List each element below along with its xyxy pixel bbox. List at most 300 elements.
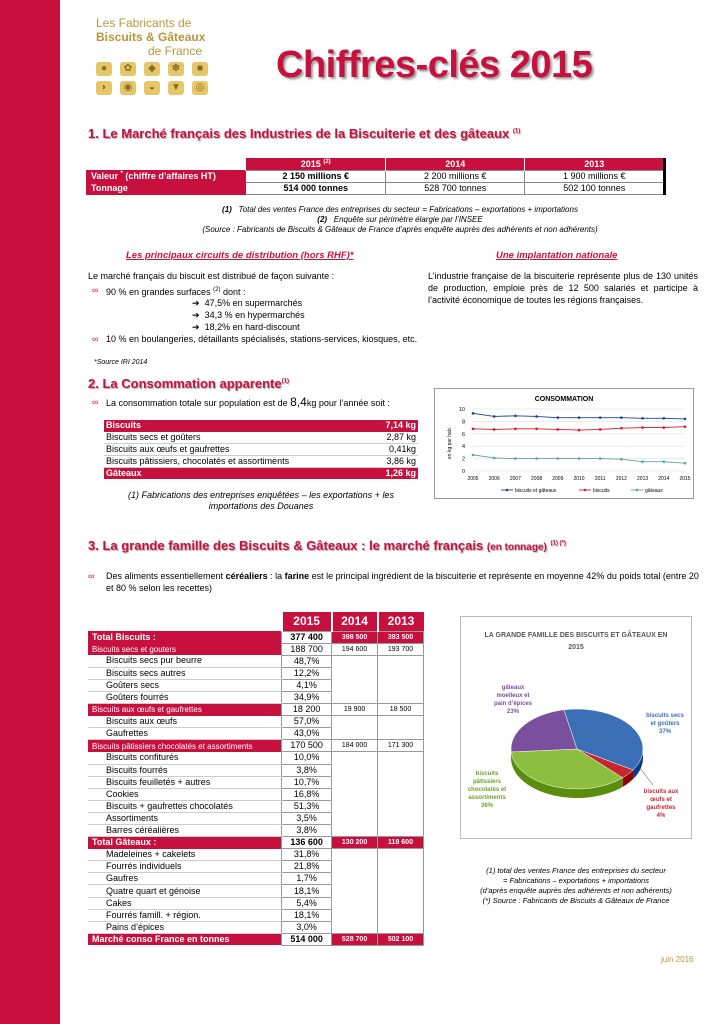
y-tick-label: 6 <box>461 431 465 438</box>
family-row-value: 188 700 <box>282 643 332 655</box>
family-row-value: 398 500 <box>332 631 378 643</box>
family-table-row <box>88 764 424 776</box>
family-row-value: 48,7% <box>282 655 332 667</box>
family-empty-cell <box>332 752 378 764</box>
implantation-text: L’industrie française de la biscuiterie représente plus de 130 unités de production, emploie près de 12 500 salariés et participe à l’activité économique de toutes les régions françaises. <box>428 271 698 305</box>
data-point <box>535 415 538 418</box>
pie-label: gâteaux <box>501 685 525 691</box>
consumption-row <box>104 455 418 467</box>
family-row-label: Fourrés individuels <box>88 861 282 873</box>
data-point <box>620 427 623 430</box>
family-empty-cell <box>378 655 424 667</box>
market-table-corner <box>87 158 246 170</box>
family-empty-cell <box>332 812 378 824</box>
pie-label: biscuits secs <box>646 713 684 719</box>
family-note: (*) Source : Fabricants de Biscuits & Gâteaux de France <box>482 896 670 905</box>
family-empty-cell <box>378 873 424 885</box>
pie-label: pain d’épices <box>493 701 533 707</box>
family-table-row <box>88 812 424 824</box>
data-point <box>684 462 687 465</box>
section-3-number: 3. <box>88 538 99 553</box>
x-tick-label: 2011 <box>594 476 606 482</box>
family-empty-cell <box>332 788 378 800</box>
family-row-label: Marché conso France en tonnes <box>88 933 282 945</box>
y-tick-label: 8 <box>461 419 465 426</box>
family-row-label: Biscuits + gaufrettes chocolatés <box>88 800 282 812</box>
family-table-row <box>88 667 424 679</box>
family-row-label: Gaufres <box>88 873 282 885</box>
family-empty-cell <box>332 861 378 873</box>
data-point <box>578 457 581 460</box>
family-note: = Fabrications – exportations + importations <box>503 876 649 885</box>
family-empty-cell <box>378 909 424 921</box>
family-empty-cell <box>332 849 378 861</box>
circuits-intro: Le marché français du biscuit est distribué de façon suivante : <box>88 271 335 281</box>
circuits-b1-text: 90 % en grandes surfaces <box>106 287 211 297</box>
y-tick-label: 10 <box>458 407 465 413</box>
market-cell: 2 200 millions € <box>385 170 525 182</box>
market-cell: 502 100 tonnes <box>525 182 665 194</box>
x-tick-label: 2013 <box>637 476 649 482</box>
logo-line-2: Biscuits & Gâteaux <box>96 30 206 44</box>
family-table-row <box>88 728 424 740</box>
data-point <box>472 428 475 431</box>
cereal-bullet <box>88 570 702 594</box>
y-tick-label: 0 <box>461 469 465 475</box>
family-row-value: 1,7% <box>282 873 332 885</box>
market-row-value <box>87 170 665 182</box>
family-table-row <box>88 788 424 800</box>
consumption-row <box>104 443 418 455</box>
market-header-2015-label: 2015 <box>300 158 321 169</box>
family-row-label: Total Biscuits : <box>88 631 282 643</box>
family-row-label: Biscuits secs autres <box>88 667 282 679</box>
legend-label: biscuits <box>593 488 610 494</box>
market-cell: 514 000 tonnes <box>246 182 386 194</box>
data-point <box>535 457 538 460</box>
family-row-value: 31,8% <box>282 849 332 861</box>
pie-label: assortiments <box>468 795 506 801</box>
family-empty-cell <box>332 800 378 812</box>
family-empty-cell <box>378 788 424 800</box>
x-tick-label: 2005 <box>467 476 479 482</box>
square-biscuit-icon: ■ <box>192 62 208 76</box>
section-3-small: (en tonnage) <box>486 542 547 553</box>
round-biscuit-icon: ◉ <box>120 81 136 95</box>
consumption-bullet <box>92 395 390 409</box>
consumption-val: 1,26 kg <box>369 467 418 479</box>
sidebar-band <box>0 0 60 1024</box>
family-table-row <box>88 837 424 849</box>
family-row-value: 10,7% <box>282 776 332 788</box>
family-empty-cell <box>378 800 424 812</box>
family-header-2014: 2014 <box>332 612 378 631</box>
family-row-value: 18 500 <box>378 704 424 716</box>
family-table-row <box>88 631 424 643</box>
pie-pct-label: 36% <box>480 803 494 809</box>
value-label: Valeur <box>91 171 119 181</box>
consumption-label: Biscuits <box>104 420 369 432</box>
note-3: (Source : Fabricants de Biscuits & Gâteaux de France d’après enquête auprès des adhérents et non adhérents) <box>202 225 598 234</box>
data-point <box>663 417 666 420</box>
family-row-value: 19 900 <box>332 704 378 716</box>
pie-label: gaufrettes <box>646 805 676 811</box>
family-empty-cell <box>378 921 424 933</box>
consumption-row <box>104 432 418 444</box>
market-header-sup: (2) <box>323 158 331 165</box>
footer-date: juin 2016 <box>661 955 694 964</box>
family-table-row <box>88 933 424 945</box>
family-row-label: Fourrés famill. + région. <box>88 909 282 921</box>
pie-label: moelleux et <box>496 693 530 699</box>
family-empty-cell <box>378 812 424 824</box>
circuits-b2-text: 10 % en boulangeries, détaillants spécialisés, stations-services, kiosques, etc. <box>106 334 418 344</box>
consumption-text-b: kg pour l’année soit : <box>306 398 390 408</box>
legend-label: biscuits et gâteaux <box>515 488 557 494</box>
data-point <box>663 426 666 429</box>
circuits-source: *Source IRI 2014 <box>94 359 148 366</box>
family-table-row <box>88 655 424 667</box>
consumption-label: Biscuits aux œufs et gaufrettes <box>104 443 369 455</box>
family-notes <box>460 866 692 906</box>
arrow-item <box>192 309 305 321</box>
family-row-value: 130 200 <box>332 837 378 849</box>
family-row-label: Assortiments <box>88 812 282 824</box>
consumption-note: (1) Fabrications des entreprises enquêtées – les exportations + les importations des Douanes <box>128 490 394 511</box>
data-point <box>514 428 517 431</box>
section-2-sup: (1) <box>281 378 289 385</box>
family-empty-cell <box>332 776 378 788</box>
family-row-label: Cookies <box>88 788 282 800</box>
family-row-label: Biscuits aux œufs <box>88 716 282 728</box>
family-empty-cell <box>332 691 378 703</box>
x-tick-label: 2008 <box>531 476 543 482</box>
x-tick-label: 2006 <box>488 476 500 482</box>
logo <box>96 16 226 95</box>
family-row-value: 3,0% <box>282 921 332 933</box>
pie-label: chocolatés et <box>467 787 507 793</box>
consumption-label: Gâteaux <box>104 467 369 479</box>
family-empty-cell <box>378 825 424 837</box>
family-table-row <box>88 861 424 873</box>
family-empty-cell <box>332 921 378 933</box>
roll-icon: ◎ <box>192 81 208 95</box>
value-label-rest: (chiffre d’affaires HT) <box>122 171 216 181</box>
family-row-label: Goûters secs <box>88 679 282 691</box>
family-row-value: 12,2% <box>282 667 332 679</box>
market-header-2013: 2013 <box>525 158 665 170</box>
consumption-table <box>104 420 418 479</box>
data-point <box>514 415 517 418</box>
pie-title-line-1: LA GRANDE FAMILLE DES BISCUITS ET GÂTEAUX EN <box>484 632 668 639</box>
cereal-text-c: : la <box>267 571 285 581</box>
data-point <box>493 457 496 460</box>
circuits-bullet-2 <box>92 333 418 345</box>
consumption-val: 7,14 kg <box>369 420 418 432</box>
consumption-row <box>104 467 418 479</box>
tart-icon: ◒ <box>144 81 160 95</box>
consumption-val: 3,86 kg <box>369 455 418 467</box>
market-row-tonnage <box>87 182 665 194</box>
family-row-value: 502 100 <box>378 933 424 945</box>
circuits-b1-end: dont : <box>220 287 246 297</box>
section-2-number: 2. <box>88 376 99 391</box>
family-table-row <box>88 776 424 788</box>
family-row-value: 34,9% <box>282 691 332 703</box>
section-3-title <box>88 538 566 553</box>
legend-marker <box>636 489 639 492</box>
family-row-value: 383 500 <box>378 631 424 643</box>
arrow-text: 47,5% en supermarchés <box>204 298 303 308</box>
family-empty-cell <box>378 752 424 764</box>
family-row-value: 194 600 <box>332 643 378 655</box>
data-point <box>620 416 623 419</box>
consumption-val: 2,87 kg <box>369 432 418 444</box>
family-pie-chart <box>460 616 692 839</box>
family-header-2015: 2015 <box>282 612 332 631</box>
family-row-value: 51,3% <box>282 800 332 812</box>
family-row-value: 528 700 <box>332 933 378 945</box>
logo-line-3: de France <box>148 44 203 58</box>
wafer-icon: ▼ <box>168 81 184 95</box>
family-row-label: Biscuits confiturés <box>88 752 282 764</box>
pie-label: et goûters <box>650 721 680 727</box>
consumption-chart-svg <box>435 389 693 498</box>
family-table-row <box>88 921 424 933</box>
section-2-title <box>88 376 289 391</box>
consumption-value: 8,4 <box>290 395 307 409</box>
market-cell: 528 700 tonnes <box>385 182 525 194</box>
family-table-corner <box>88 612 282 631</box>
family-row-label: Biscuits feuilletés + autres <box>88 776 282 788</box>
family-empty-cell <box>332 764 378 776</box>
family-row-value: 5,4% <box>282 897 332 909</box>
bullet-mark-icon: ∞ <box>92 285 99 295</box>
family-empty-cell <box>378 728 424 740</box>
consumption-text-a: La consommation totale sur population est de <box>106 398 291 408</box>
family-empty-cell <box>378 849 424 861</box>
family-empty-cell <box>378 679 424 691</box>
section-3-sup: (1) (*) <box>550 540 566 547</box>
family-row-value: 193 700 <box>378 643 424 655</box>
family-empty-cell <box>378 861 424 873</box>
family-row-label: Biscuits fourrés <box>88 764 282 776</box>
diamond-biscuit-icon: ◆ <box>144 62 160 76</box>
x-tick-label: 2014 <box>658 476 670 482</box>
data-point <box>641 460 644 463</box>
cereal-text-d: est le principal ingrédient de la biscuiterie et représente en moyenne 42% du poids total (entre 20 et 80 % selon les recettes) <box>106 571 699 593</box>
pie-pct-label: 23% <box>506 709 520 715</box>
family-row-value: 10,0% <box>282 752 332 764</box>
family-empty-cell <box>332 897 378 909</box>
flower-biscuit-icon: ✽ <box>168 62 184 76</box>
data-point <box>493 415 496 418</box>
family-empty-cell <box>332 716 378 728</box>
cereal-text-a: Des aliments essentiellement <box>106 571 226 581</box>
arrow-text: 34,3 % en hypermarchés <box>204 310 305 320</box>
family-row-value: 4,1% <box>282 679 332 691</box>
pie-label: œufs et <box>650 797 672 803</box>
note-2-mark: (2) <box>317 215 328 224</box>
y-tick-label: 4 <box>461 444 465 451</box>
arrow-item <box>192 321 300 333</box>
circuits-bullet-1 <box>92 284 246 298</box>
x-tick-label: 2012 <box>615 476 627 482</box>
legend-marker <box>584 489 587 492</box>
family-table-row <box>88 885 424 897</box>
data-point <box>599 457 602 460</box>
chart-title: CONSOMMATION <box>534 396 594 403</box>
family-row-value: 170 500 <box>282 740 332 752</box>
family-empty-cell <box>332 655 378 667</box>
data-point <box>599 428 602 431</box>
family-note: (1) total des ventes France des entreprises du secteur <box>486 866 666 875</box>
data-point <box>557 416 560 419</box>
family-pie-svg <box>461 617 691 838</box>
family-row-label: Cakes <box>88 897 282 909</box>
family-row-value: 57,0% <box>282 716 332 728</box>
family-empty-cell <box>332 909 378 921</box>
family-table-row <box>88 825 424 837</box>
family-empty-cell <box>378 897 424 909</box>
family-empty-cell <box>332 825 378 837</box>
bullet-mark-icon: ∞ <box>92 334 99 344</box>
arrow-right-icon: ➔ <box>192 310 200 320</box>
data-point <box>578 429 581 432</box>
section-2-heading: La Consommation apparente <box>102 376 282 391</box>
cereal-text-bold-1: céréaliers <box>225 571 268 581</box>
market-row-label: Tonnage <box>87 182 246 194</box>
family-row-value: 377 400 <box>282 631 332 643</box>
data-point <box>620 458 623 461</box>
consumption-label: Biscuits pâtissiers, chocolatés et assortiments <box>104 455 369 467</box>
consumption-val: 0,41kg <box>369 443 418 455</box>
arrow-right-icon: ➔ <box>192 322 200 332</box>
note-1-mark: (1) <box>222 205 232 214</box>
data-point <box>663 460 666 463</box>
family-table-row <box>88 704 424 716</box>
family-row-label: Pains d’épices <box>88 921 282 933</box>
pie-label: pâtissiers <box>472 779 502 785</box>
pie-leader-line <box>639 767 653 785</box>
family-row-value: 16,8% <box>282 788 332 800</box>
market-notes <box>150 205 650 235</box>
cookie-icon: ✿ <box>120 62 136 76</box>
family-table <box>88 612 424 946</box>
data-point <box>472 454 475 457</box>
family-empty-cell <box>378 776 424 788</box>
data-point <box>684 425 687 428</box>
family-row-value: 43,0% <box>282 728 332 740</box>
section-1-title <box>88 126 520 141</box>
family-row-value: 118 600 <box>378 837 424 849</box>
data-point <box>472 412 475 415</box>
family-empty-cell <box>332 679 378 691</box>
family-table-row <box>88 679 424 691</box>
data-point <box>684 418 687 421</box>
family-table-row <box>88 800 424 812</box>
data-point <box>557 457 560 460</box>
section-1-heading: Le Marché français des Industries de la Biscuiterie et des gâteaux <box>102 126 510 141</box>
family-table-row <box>88 740 424 752</box>
family-empty-cell <box>378 885 424 897</box>
family-row-value: 3,5% <box>282 812 332 824</box>
cereal-text-bold-2: farine <box>284 571 310 581</box>
family-row-value: 21,8% <box>282 861 332 873</box>
consumption-row <box>104 420 418 432</box>
data-point <box>599 416 602 419</box>
family-table-row <box>88 909 424 921</box>
family-row-label: Quatre quart et génoise <box>88 885 282 897</box>
family-note: (d’après enquête auprès des adhérents et non adhérents) <box>480 886 672 895</box>
family-row-value: 136 600 <box>282 837 332 849</box>
family-empty-cell <box>378 716 424 728</box>
family-header-2013: 2013 <box>378 612 424 631</box>
market-header-2015 <box>246 158 386 170</box>
family-row-value: 514 000 <box>282 933 332 945</box>
pie-pct-label: 37% <box>658 729 672 735</box>
biscuit-icon: ● <box>96 62 112 76</box>
family-row-label: Biscuits secs et gouters <box>88 643 282 655</box>
legend-marker <box>506 489 509 492</box>
x-tick-label: 2009 <box>552 476 564 482</box>
family-table-row <box>88 897 424 909</box>
family-table-row <box>88 716 424 728</box>
family-row-value: 18,1% <box>282 885 332 897</box>
family-row-value: 184 000 <box>332 740 378 752</box>
family-empty-cell <box>378 691 424 703</box>
family-empty-cell <box>378 764 424 776</box>
note-1: Total des ventes France des entreprises du secteur = Fabrications – exportations + importations <box>238 205 578 214</box>
market-cell: 1 900 millions € <box>525 170 665 182</box>
market-row-label <box>87 170 246 182</box>
circuits-b1-sup: (2) <box>213 287 221 293</box>
family-row-label: Barres céréalières <box>88 825 282 837</box>
x-tick-label: 2015 <box>679 476 691 482</box>
y-axis-label: en kg par hab. <box>447 427 453 459</box>
consumption-label: Biscuits secs et goûters <box>104 432 369 444</box>
pie-pct-label: 4% <box>656 813 666 819</box>
pie-label: biscuits <box>475 771 499 777</box>
market-cell: 2 150 millions € <box>246 170 386 182</box>
page-title: Chiffres-clés 2015 <box>276 44 593 86</box>
data-point <box>641 417 644 420</box>
value-label-sup: * <box>120 171 123 177</box>
family-table-row <box>88 849 424 861</box>
madeleine-icon: ◗ <box>96 81 112 95</box>
bullet-mark-icon: ∞ <box>88 571 95 581</box>
arrow-text: 18,2% en hard-discount <box>204 322 300 332</box>
family-row-label: Biscuits aux œufs et gaufrettes <box>88 704 282 716</box>
circuits-heading: Les principaux circuits de distribution (hors RHF)* <box>126 250 354 261</box>
x-tick-label: 2007 <box>509 476 521 482</box>
consumption-chart <box>434 388 694 499</box>
family-table-row <box>88 873 424 885</box>
family-table-row <box>88 691 424 703</box>
family-row-label: Gaufrettes <box>88 728 282 740</box>
market-table <box>86 158 666 195</box>
family-row-label: Biscuits secs pur beurre <box>88 655 282 667</box>
section-1-number: 1. <box>88 126 99 141</box>
implantation-heading: Une implantation nationale <box>496 250 618 261</box>
bullet-mark-icon: ∞ <box>92 397 99 407</box>
data-point <box>493 428 496 431</box>
family-empty-cell <box>332 728 378 740</box>
section-1-sup: (1) <box>512 128 521 135</box>
family-empty-cell <box>332 873 378 885</box>
data-point <box>535 428 538 431</box>
market-header-2014: 2014 <box>385 158 525 170</box>
